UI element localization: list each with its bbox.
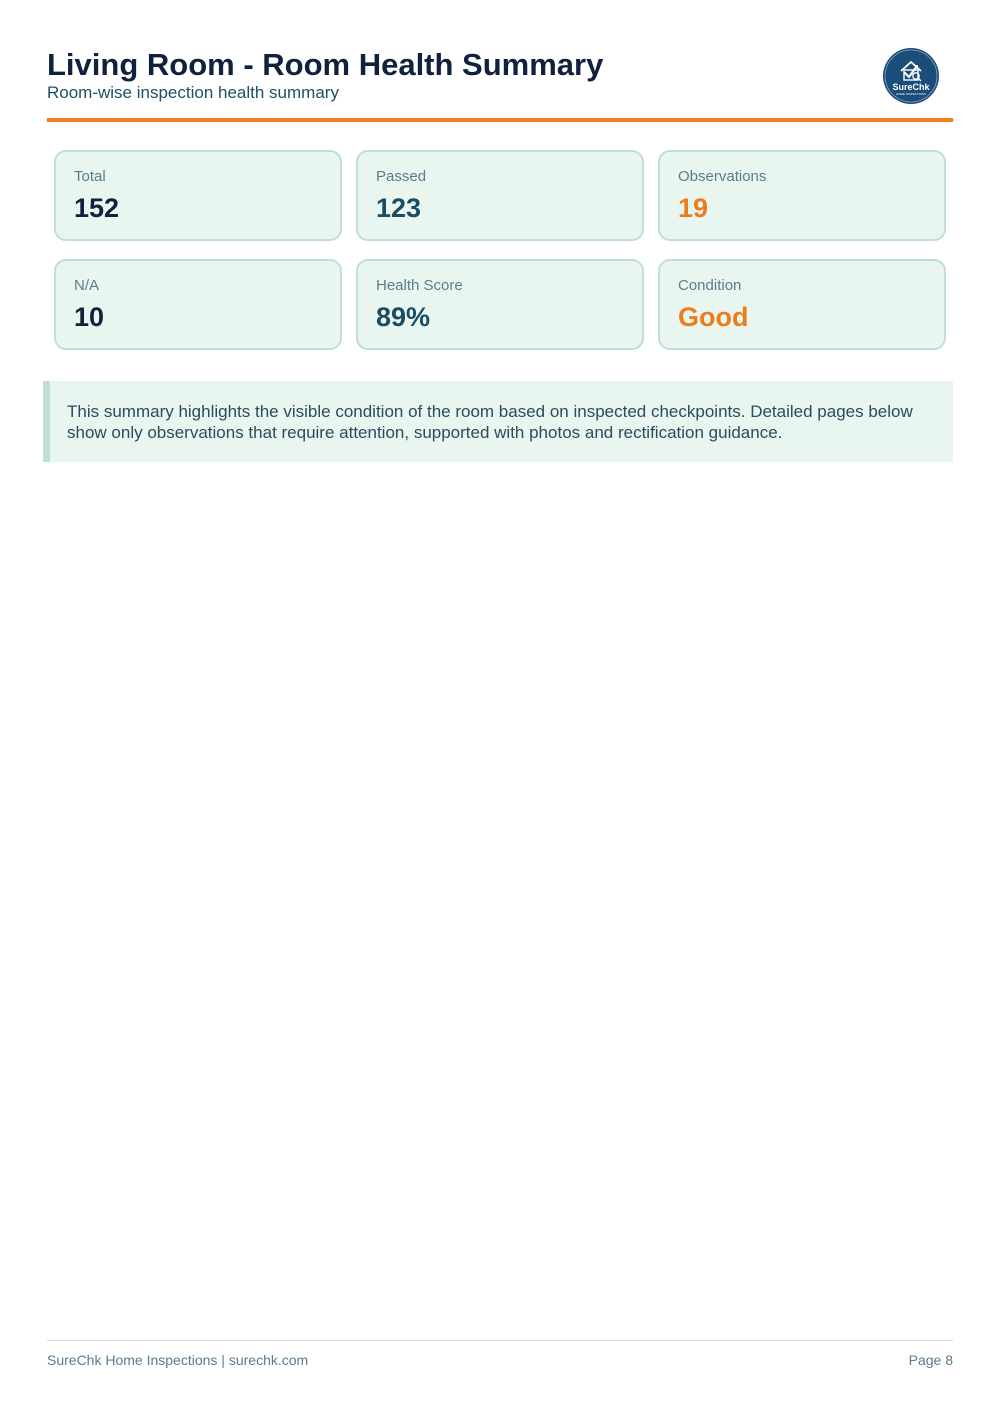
stat-value: 152 [74,193,120,223]
stats-grid [54,150,946,350]
summary-note: This summary highlights the visible condition of the room based on inspected checkpoints. Detailed pages below show only observations that require attention, supported with photos and rectification guidance. [43,381,953,462]
stat-value: 19 [678,193,709,223]
stat-label: Passed [376,168,427,185]
svg-text:HOME INSPECTIONS: HOME INSPECTIONS [895,92,927,96]
stat-value: 89% [376,302,431,332]
header-divider [47,118,953,122]
stat-value: 10 [74,302,105,332]
stat-card-na [54,259,342,350]
stat-label: Condition [678,277,742,294]
stat-label: N/A [74,277,100,294]
stat-card-condition [658,259,946,350]
page-title: Living Room - Room Health Summary [47,47,604,82]
stat-card-observations [658,150,946,241]
stat-value: 123 [376,193,422,223]
page-subtitle: Room-wise inspection health summary [47,83,339,102]
stat-value: Good [678,302,749,332]
stat-label: Observations [678,168,767,185]
stat-label: Health Score [376,277,463,294]
stat-card-health-score [356,259,644,350]
stat-card-total [54,150,342,241]
footer-company: SureChk Home Inspections | surechk.com [47,1352,309,1368]
footer-divider [47,1340,953,1341]
stat-card-passed [356,150,644,241]
page-header [47,46,953,122]
svg-text:SureChk: SureChk [892,82,930,92]
surechk-logo [882,47,940,105]
stat-label: Total [74,168,106,185]
page-number: Page 8 [908,1352,953,1368]
